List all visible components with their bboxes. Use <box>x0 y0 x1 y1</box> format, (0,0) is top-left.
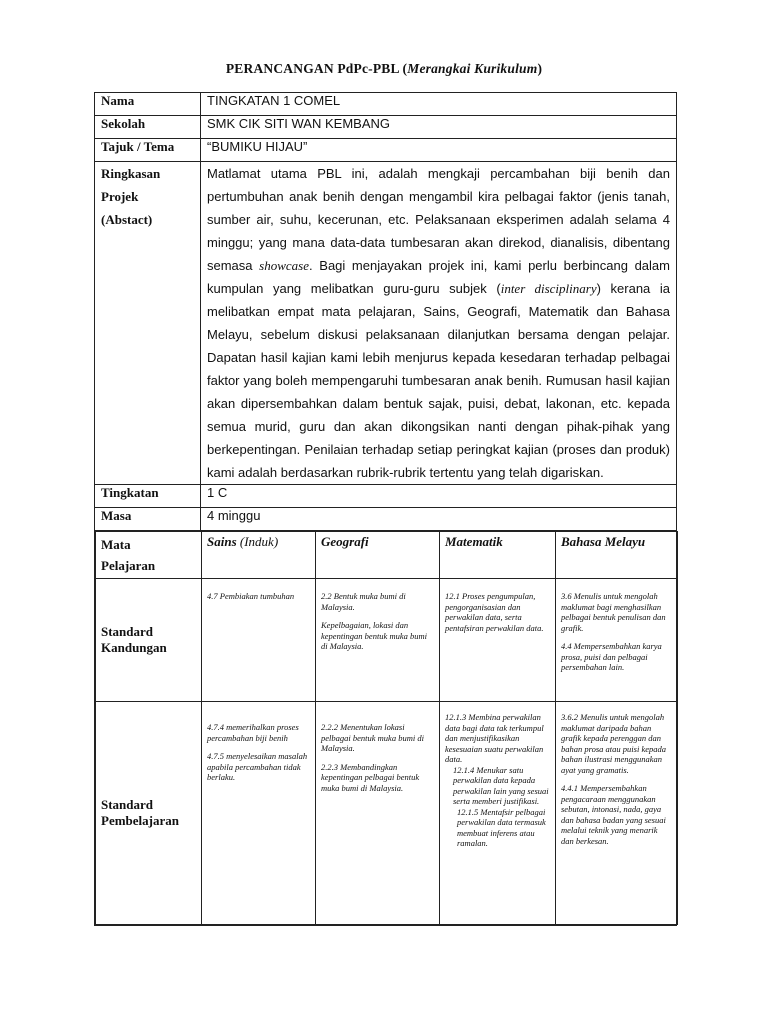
value-tingkatan: 1 C <box>201 485 677 508</box>
abstract-text <box>201 162 677 485</box>
subject-sains-note: (Induk) <box>236 534 279 549</box>
abstract-part-1: Matlamat utama PBL ini, adalah mengkaji percambahan biji benih dan pertumbuhan anak benih dengan mengambil kira pelbagai faktor (jenis tanah, sumber air, suhu, kecerunan, etc. Pelaksanaan eksperimen adalah selama 4 minggu; yang mana data-data tumbesaran akan direkod, dianalisis, dibentang semasa <box>207 166 670 273</box>
pembelajaran-bahasa-item: 4.4.1 Mempersembahkan pengacaraan menggunakan sebutan, intonasi, nada, gaya dan bahasa badan yang sesuai melalui teknik yang menarik dan berkesan. <box>561 783 666 846</box>
label-pembelajaran-2: Pembelajaran <box>101 813 179 828</box>
label-kandungan-2: Kandungan <box>101 640 167 655</box>
subject-sains-name: Sains <box>207 534 237 549</box>
abstract-italic-1: showcase <box>259 258 310 273</box>
row-subjects <box>95 531 677 926</box>
label-sekolah: Sekolah <box>95 116 201 139</box>
kandungan-geografi-item: Kepelbagaian, lokasi dan kepentingan bentuk muka bumi di Malaysia. <box>321 620 427 651</box>
kandungan-geografi <box>316 579 440 702</box>
pembelajaran-row <box>96 702 678 925</box>
label-mata <box>96 532 202 579</box>
row-sekolah <box>95 116 677 139</box>
pembelajaran-matematik <box>440 702 556 925</box>
label-mata-1: Mata <box>101 537 131 552</box>
label-tingkatan: Tingkatan <box>95 485 201 508</box>
kandungan-sains <box>202 579 316 702</box>
pembelajaran-bahasa-item: 3.6.2 Menulis untuk mengolah maklumat daripada bahan grafik kepada perenggan dan bahan prosa atau puisi kepada bahan ilustrasi menggunakan ayat yang gramatis. <box>561 712 666 775</box>
pembelajaran-sains <box>202 702 316 925</box>
abstract-italic-2: inter disciplinary <box>500 281 597 296</box>
row-tingkatan <box>95 485 677 508</box>
label-masa: Masa <box>95 508 201 531</box>
label-ringkasan-3: (Abstact) <box>101 212 153 227</box>
pembelajaran-matematik-item: 12.1.5 Mentafsir pelbagai perwakilan data termasuk membuat inferens atau ramalan. <box>457 806 546 848</box>
value-sekolah: SMK CIK SITI WAN KEMBANG <box>201 116 677 139</box>
row-tajuk <box>95 139 677 162</box>
value-tajuk: “BUMIKU HIJAU” <box>201 139 677 162</box>
label-ringkasan-2: Projek <box>101 189 139 204</box>
pembelajaran-bahasa <box>556 702 678 925</box>
label-pembelajaran <box>96 702 202 925</box>
page-title <box>0 61 768 77</box>
pembelajaran-geografi-item: 2.2.3 Membandingkan kepentingan pelbagai bentuk muka bumi di Malaysia. <box>321 761 420 793</box>
pembelajaran-geografi-item: 2.2.2 Menentukan lokasi pelbagai bentuk muka bumi di Malaysia. <box>321 722 424 753</box>
kandungan-matematik-item: 12.1 Proses pengumpulan, pengorganisasian dan perwakilan data, serta pentafsiran perwakilan data. <box>445 591 544 633</box>
label-ringkasan <box>95 162 201 485</box>
abstract-part-3: ) kerana ia melibatkan empat mata pelajaran, Sains, Geografi, Matematik dan Bahasa Melayu, sebelum diskusi pelaksanaan dilanjutkan bersama dengan pelajar. Dapatan hasil kajian kami lebih menjurus kepada kesedaran terhadap pelbagai faktor yang boleh mempengaruhi tumbesaran anak benih. Rumusan hasil kajian akan dipersembahkan dalam bentuk sajak, puisi, debat, lakonan, etc. kepada semua murid, guru dan akan dikongsikan nanti dengan pihak-pihak yang berkepentingan. Penilaian terhadap setiap peringkat kajian (proses dan produk) kami adalah berdasarkan rubrik-rubrik tertentu yang telah digariskan. <box>207 281 671 480</box>
row-nama <box>95 93 677 116</box>
kandungan-bahasa-item: 3.6 Menulis untuk mengolah maklumat bagi menghasilkan pelbagai bentuk penulisan dan grafik. <box>561 591 666 633</box>
subjects-table <box>95 531 678 925</box>
row-ringkasan <box>95 162 677 485</box>
kandungan-geografi-item: 2.2 Bentuk muka bumi di Malaysia. <box>321 591 406 612</box>
kandungan-matematik <box>440 579 556 702</box>
label-tajuk: Tajuk / Tema <box>95 139 201 162</box>
subjects-wrapper <box>95 531 677 926</box>
pembelajaran-matematik-item: 12.1.4 Menukar satu perwakilan data kepada perwakilan lain yang sesuai serta memberi justifikasi. <box>453 764 549 806</box>
pembelajaran-matematik-item: 12.1.3 Membina perwakilan data bagi data tak terkumpul dan menjustifikasikan kesesuaian suatu perwakilan data. <box>445 712 544 764</box>
label-nama: Nama <box>95 93 201 116</box>
kandungan-bahasa <box>556 579 678 702</box>
value-masa: 4 minggu <box>201 508 677 531</box>
label-kandungan <box>96 579 202 702</box>
kandungan-bahasa-item: 4.4 Mempersembahkan karya prosa, puisi dan pelbagai persembahan lain. <box>561 641 662 672</box>
kandungan-row <box>96 579 678 702</box>
lesson-plan-table <box>94 92 677 926</box>
label-ringkasan-1: Ringkasan <box>101 166 161 181</box>
pembelajaran-geografi <box>316 702 440 925</box>
label-kandungan-1: Standard <box>101 624 154 639</box>
title-text: PERANCANGAN PdPc-PBL ( <box>225 61 408 76</box>
subject-matematik: Matematik <box>440 532 556 579</box>
title-italic: Merangkai Kurikulum <box>407 61 538 76</box>
value-nama: TINGKATAN 1 COMEL <box>201 93 677 116</box>
title-close: ) <box>537 61 543 76</box>
abstract-part-2: . Bagi menjayakan projek ini, kami perlu berbincang dalam kumpulan yang melibatkan guru-guru subjek ( <box>207 258 670 296</box>
subject-bahasa: Bahasa Melayu <box>556 532 678 579</box>
pembelajaran-sains-item: 4.7.4 memerihalkan proses percambahan biji benih <box>207 722 299 743</box>
subject-sains <box>202 532 316 579</box>
kandungan-sains-item: 4.7 Pembiakan tumbuhan <box>207 591 295 601</box>
label-pembelajaran-1: Standard <box>101 797 154 812</box>
pembelajaran-sains-item: 4.7.5 menyelesaikan masalah apabila percambahan tidak berlaku. <box>207 751 308 782</box>
subject-header-row <box>96 532 678 579</box>
row-masa <box>95 508 677 531</box>
subject-geografi: Geografi <box>316 532 440 579</box>
label-mata-2: Pelajaran <box>101 558 156 573</box>
